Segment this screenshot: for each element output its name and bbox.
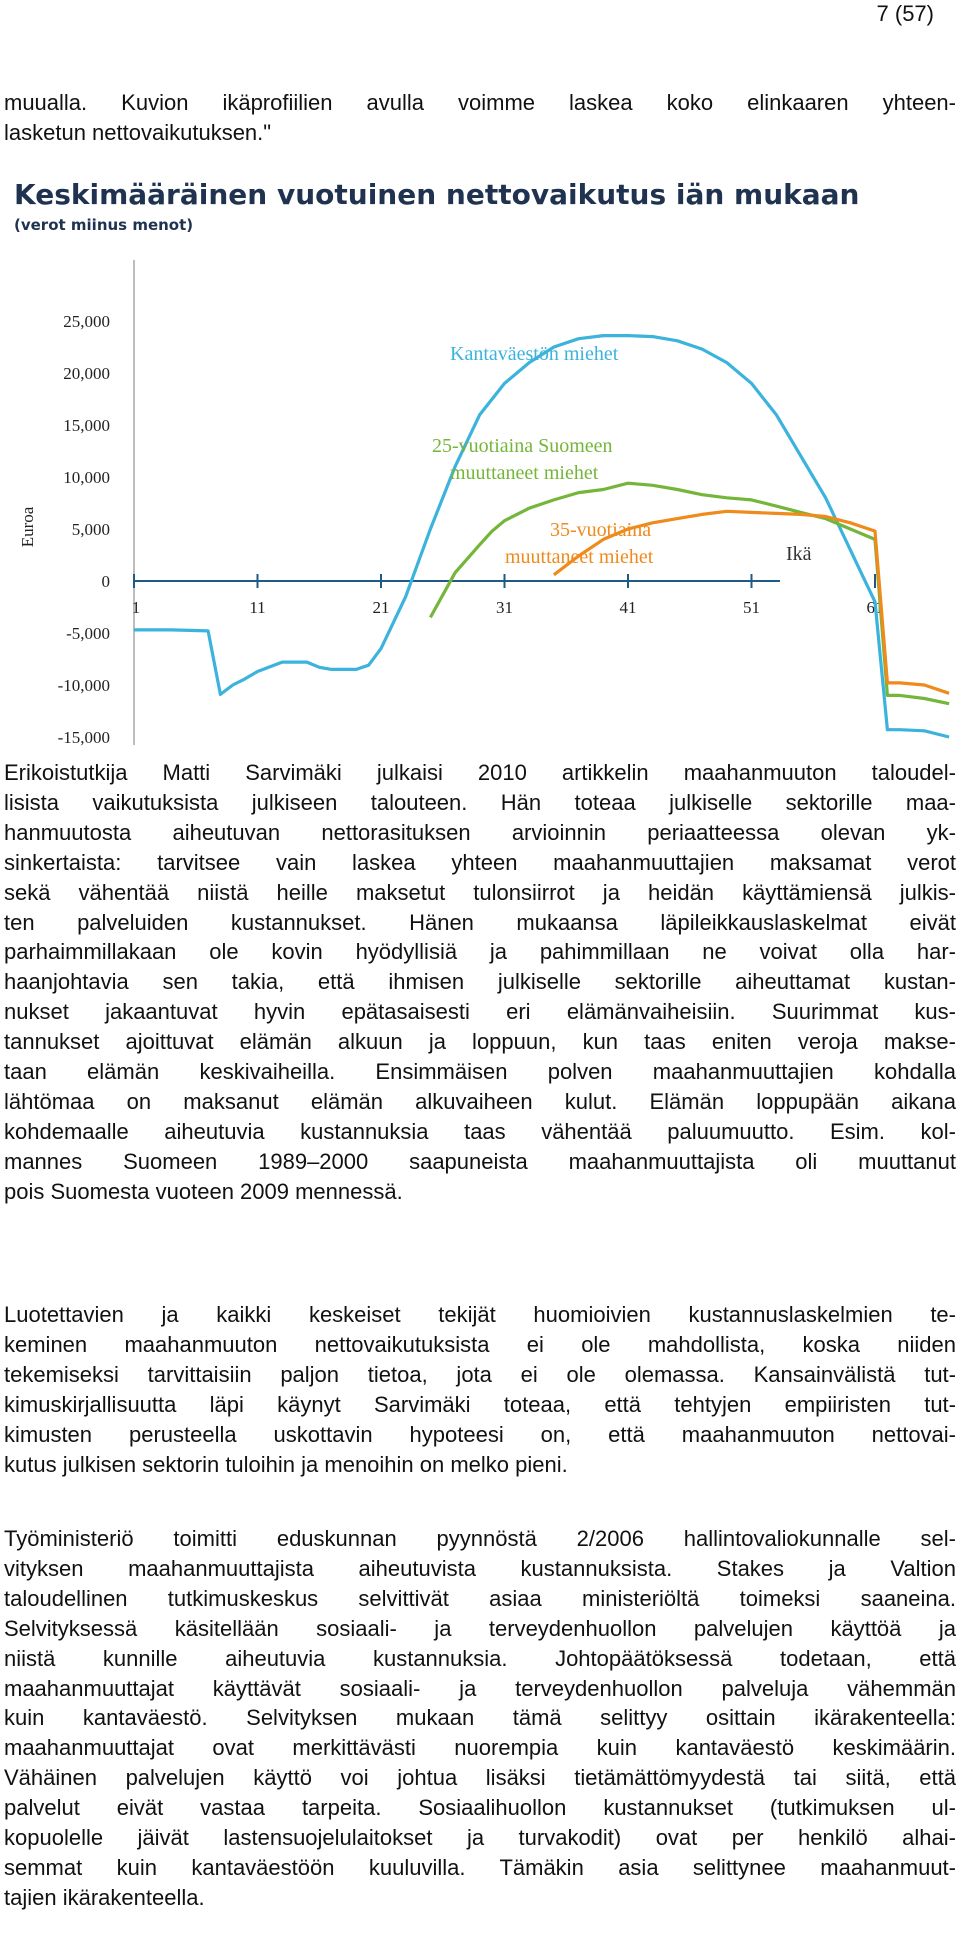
y-tick-label: -5,000 [66, 624, 110, 643]
text-line: kuin kantaväestö. Selvityksen mukaan tämä selittyy osittain ikärakenteella: [4, 1705, 956, 1731]
x-tick-label: 41 [619, 598, 637, 617]
page-number: 7 (57) [876, 1, 934, 26]
text-line: palvelut eivät vastaa tarpeita. Sosiaalihuollon kustannukset (tutkimuksen ul- [4, 1795, 956, 1821]
y-tick-label: 20,000 [63, 364, 110, 383]
series-label-kantavaesto: Kantaväestön miehet [450, 343, 619, 365]
text-line: tajien ikärakenteella. [4, 1884, 205, 1910]
text-line: parhaimmillakaan ole kovin hyödyllisiä ja pahimmillaan ne voivat olla har- [4, 939, 956, 965]
text-line: Erikoistutkija Matti Sarvimäki julkaisi 2010 artikkelin maahanmuuton taloudel- [4, 760, 956, 785]
chart-title: Keskimääräinen vuotuinen nettovaikutus iän mukaan [14, 178, 860, 211]
chart-subtitle: (verot miinus menot) [14, 216, 194, 234]
text-line: keminen maahanmuuton nettovaikutuksista ei ole mahdollista, koska niiden [4, 1331, 956, 1357]
text-line: muualla. Kuvion ikäprofiilien avulla voimme laskea koko elinkaaren yhteen- [4, 90, 956, 115]
series-label-m35: 35-vuotiaina [550, 519, 652, 541]
text-line: lasketun nettovaikutuksen." [4, 119, 272, 145]
text-line: ten palveluiden kustannukset. Hänen mukaansa läpileikkauslaskelmat eivät [4, 909, 956, 935]
y-axis-label: Euroa [18, 506, 37, 548]
x-tick-label: 31 [496, 598, 513, 617]
y-tick-label: 0 [101, 572, 110, 591]
text-line: sinkertaista: tarvitsee vain laskea yhteen maahanmuuttajien maksamat verot [4, 849, 956, 875]
text-line: lähtömaa on maksanut elämän alkuvaiheen kulut. Elämän loppupään aikana [4, 1088, 956, 1114]
text-line: taloudellinen tutkimuskeskus selvittivät asiaa ministeriöltä toimeksi saaneina. [4, 1585, 956, 1611]
y-tick-label: -10,000 [57, 676, 110, 695]
x-axis-label: Ikä [786, 543, 812, 565]
chart-figure [0, 170, 960, 760]
text-line: lisista vaikutuksista julkiseen talouteen. Hän toteaa julkiselle sektorille maa- [4, 789, 956, 815]
text-line: mannes Suomeen 1989–2000 saapuneista maahanmuuttajista oli muuttanut [4, 1148, 956, 1174]
text-line: nukset jakaantuvat hyvin epätasaisesti eri elämänvaiheisiin. Suurimmat kus- [4, 999, 956, 1025]
text-line: taan elämän keskivaiheilla. Ensimmäisen polven maahanmuuttajien kohdalla [4, 1059, 956, 1085]
text-line: kimusten perusteella uskottavin hypoteesi on, että maahanmuuton nettovai- [4, 1421, 956, 1447]
text-line: Luotettavien ja kaikki keskeiset tekijät huomioivien kustannuslaskelmien te- [4, 1302, 956, 1327]
chart-svg [0, 170, 960, 760]
x-tick-label: 61 [866, 598, 884, 617]
text-line: tannukset ajoittuvat elämän alkuun ja loppuun, kun taas eniten veroja makse- [4, 1029, 956, 1055]
paragraph-1 [4, 758, 956, 1207]
chart-marks [58, 260, 950, 747]
y-tick-label: -15,000 [57, 728, 110, 747]
text-line: tekemiseksi tarvittaisiin paljon tietoa, jota ei ole olemassa. Kansainvälistä tut- [4, 1361, 956, 1387]
text-line: sekä vähentää niistä heille maksetut tulonsiirrot ja heidän käyttämiensä julkis- [4, 879, 956, 905]
y-tick-label: 25,000 [63, 312, 110, 331]
text-line: hanmuutosta aiheutuvan nettorasituksen arvioinnin periaatteessa olevan yk- [4, 819, 956, 845]
text-line: semmat kuin kantaväestöön kuuluvilla. Tämäkin asia selittynee maahanmuut- [4, 1854, 956, 1880]
text-line: Vähäinen palvelujen käyttö voi johtua lisäksi tietämättömyydestä tai siitä, että [4, 1765, 956, 1791]
text-line: maahanmuuttajat käyttävät sosiaali- ja terveydenhuollon palveluja vähemmän [4, 1675, 956, 1701]
x-tick-label: 51 [743, 598, 760, 617]
series-label-m25: 25-vuotiaina Suomeen [432, 435, 613, 457]
text-line: maahanmuuttajat ovat merkittävästi nuorempia kuin kantaväestö keskimäärin. [4, 1735, 956, 1761]
text-line: kutus julkisen sektorin tuloihin ja menoihin on melko pieni. [4, 1451, 568, 1477]
text-line: pois Suomesta vuoteen 2009 mennessä. [4, 1178, 403, 1204]
text-line: vityksen maahanmuuttajista aiheutuvista kustannuksista. Stakes ja Valtion [4, 1555, 956, 1581]
text-line: kimuskirjallisuutta läpi käynyt Sarvimäki toteaa, että tehtyjen empiiristen tut- [4, 1391, 956, 1417]
text-line: Työministeriö toimitti eduskunnan pyynnöstä 2/2006 hallintovaliokunnalle sel- [4, 1526, 956, 1551]
text-line: niistä kunnille aiheutuvia kustannuksia. Johtopäätöksessä todetaan, että [4, 1645, 956, 1671]
series-line-kantavaesto [131, 336, 949, 737]
y-tick-label: 5,000 [71, 520, 110, 539]
x-tick-label: 21 [372, 598, 390, 617]
series-label-m25: muuttaneet miehet [450, 462, 599, 484]
paragraph-2 [4, 1300, 956, 1479]
y-tick-label: 15,000 [63, 416, 110, 435]
series-label-m35: muuttaneet miehet [505, 546, 654, 568]
text-line: kopuolelle jäivät lastensuojelulaitokset ja turvakodit) ovat per henkilö alhai- [4, 1825, 956, 1851]
y-tick-label: 10,000 [63, 468, 110, 487]
paragraph-3 [4, 1524, 956, 1913]
text-line: kohdemaalle aiheutuvia kustannuksia taas vähentää paluumuutto. Esim. kol- [4, 1118, 956, 1144]
intro-paragraph [4, 88, 956, 148]
text-line: Selvityksessä käsitellään sosiaali- ja terveydenhuollon palvelujen käyttöä ja [4, 1615, 956, 1641]
text-line: haanjohtavia sen takia, että ihmisen julkiselle sektorille aiheuttamat kustan- [4, 969, 956, 995]
x-tick-label: 1 [131, 598, 141, 617]
x-tick-label: 11 [249, 598, 266, 617]
